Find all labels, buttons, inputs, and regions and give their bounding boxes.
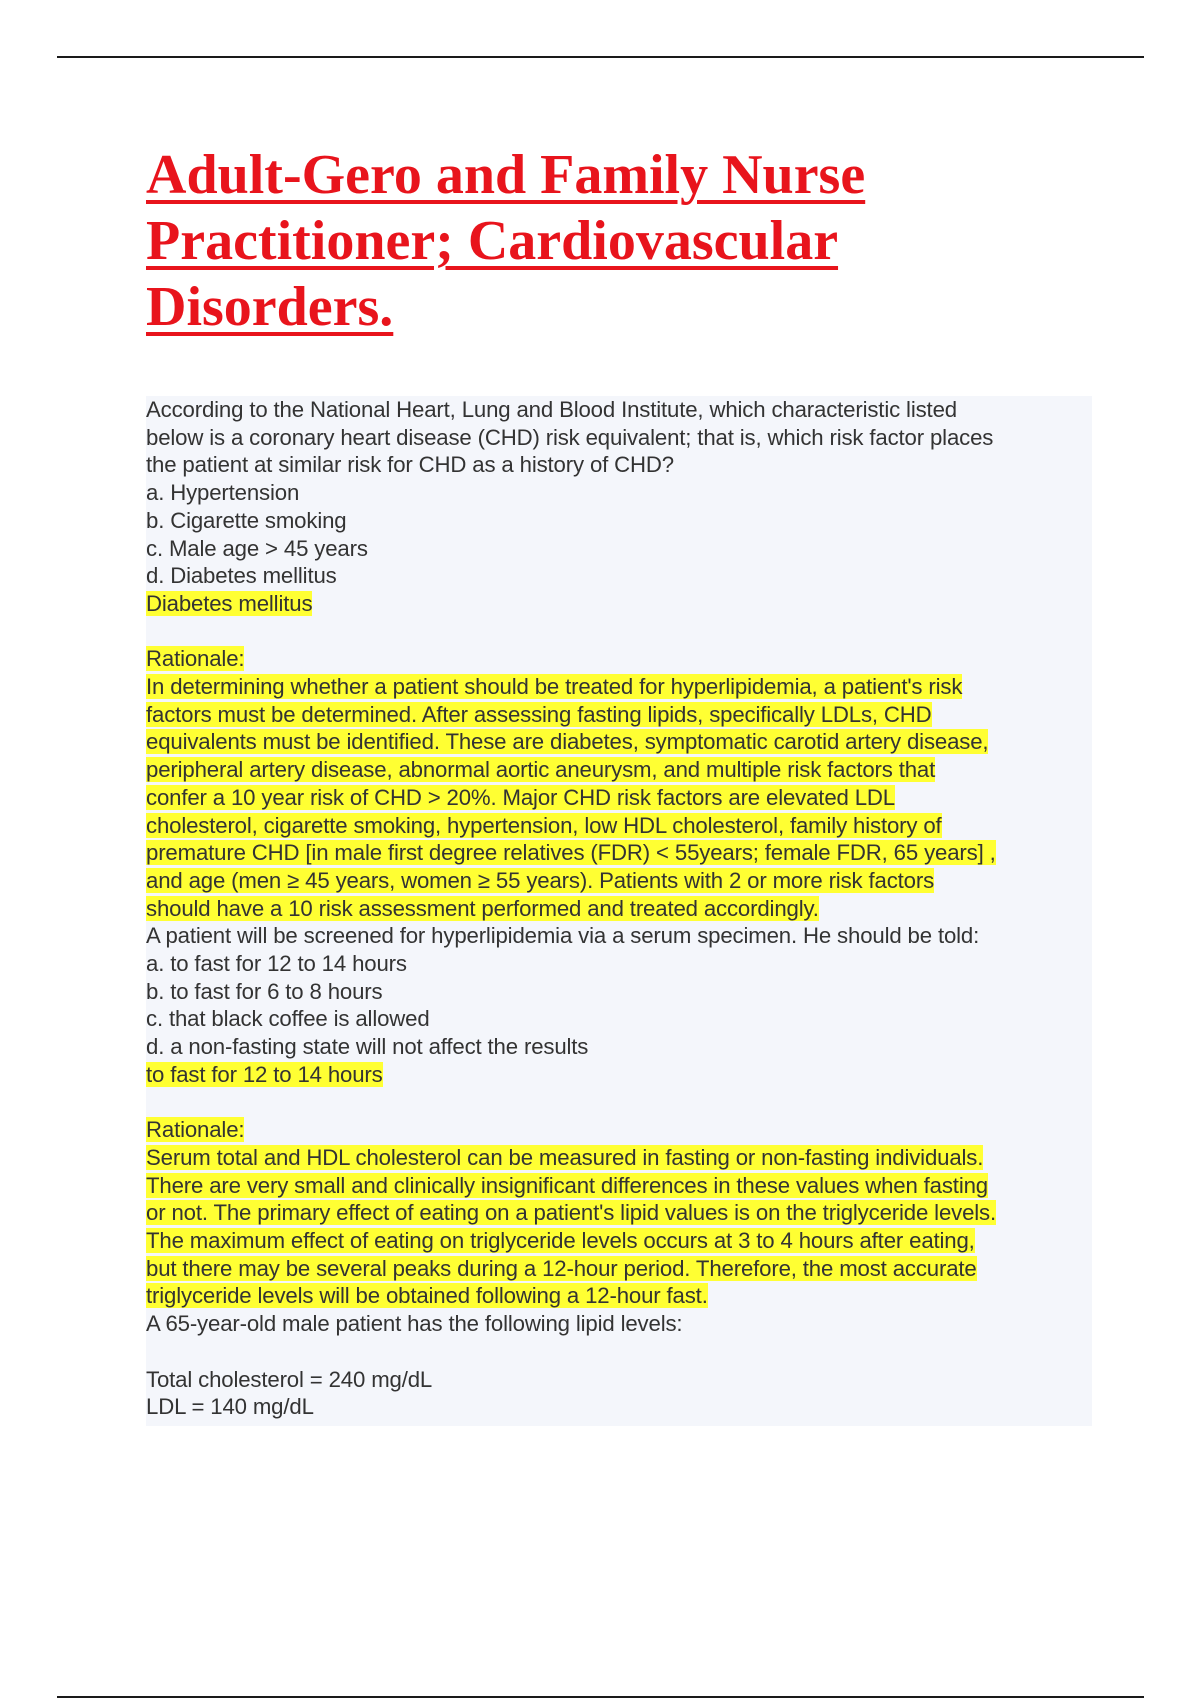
q3-value-ldl: LDL = 140 mg/dL xyxy=(146,1394,314,1420)
q1-rationale-line xyxy=(146,673,1092,701)
q1-rationale-line xyxy=(146,839,1092,867)
q1-rationale-line xyxy=(146,895,1092,923)
q2-rationale-text: or not. The primary effect of eating on a patient's lipid values is on the triglyceride levels. xyxy=(146,1200,997,1226)
title-line: Practitioner; Cardiovascular xyxy=(146,210,839,272)
q2-rationale-line xyxy=(146,1255,1092,1283)
q2-option-a: a. to fast for 12 to 14 hours xyxy=(146,951,407,977)
q2-rationale-label-text: Rationale: xyxy=(146,1117,245,1143)
q2-answer xyxy=(146,1061,1092,1089)
q1-rationale-label xyxy=(146,645,1092,673)
q2-rationale-text: The maximum effect of eating on triglyceride levels occurs at 3 to 4 hours after eating, xyxy=(146,1228,975,1254)
title-line: Adult-Gero and Family Nurse xyxy=(146,144,866,206)
q1-option-d: d. Diabetes mellitus xyxy=(146,563,337,589)
q2-option-b: b. to fast for 6 to 8 hours xyxy=(146,978,383,1004)
q2-rationale-label xyxy=(146,1116,1092,1144)
q1-rationale-line xyxy=(146,756,1092,784)
q1-stem-line: According to the National Heart, Lung and Blood Institute, which characteristic listed xyxy=(146,397,957,422)
spacer xyxy=(146,1338,1092,1366)
q1-option-b: b. Cigarette smoking xyxy=(146,507,347,533)
q1-stem-line: the patient at similar risk for CHD as a history of CHD? xyxy=(146,452,674,478)
q2-rationale-text: Serum total and HDL cholesterol can be measured in fasting or non-fasting individuals. xyxy=(146,1144,984,1170)
q2-rationale-line xyxy=(146,1144,1092,1172)
q1-answer xyxy=(146,590,1092,618)
q1-stem-line: below is a coronary heart disease (CHD) risk equivalent; that is, which risk factor places xyxy=(146,424,994,450)
q2-option-c: c. that black coffee is allowed xyxy=(146,1006,430,1032)
q2-rationale-text: but there may be several peaks during a 12-hour period. Therefore, the most accurate xyxy=(146,1255,977,1281)
q2-rationale-line xyxy=(146,1199,1092,1227)
q3-stem-line: A 65-year-old male patient has the following lipid levels: xyxy=(146,1311,683,1337)
q2-rationale-line xyxy=(146,1172,1092,1200)
q2-answer-text: to fast for 12 to 14 hours xyxy=(146,1061,383,1087)
q1-rationale-line xyxy=(146,701,1092,729)
q2-rationale-text: triglyceride levels will be obtained following a 12-hour fast. xyxy=(146,1283,708,1309)
spacer xyxy=(146,1089,1092,1117)
q1-rationale-text: cholesterol, cigarette smoking, hypertension, low HDL cholesterol, family history of xyxy=(146,812,942,838)
q1-rationale-text: should have a 10 risk assessment performed and treated accordingly. xyxy=(146,895,819,921)
q1-option-c: c. Male age > 45 years xyxy=(146,535,368,561)
q1-rationale-text: confer a 10 year risk of CHD > 20%. Major CHD risk factors are elevated LDL xyxy=(146,784,895,810)
q2-rationale-text: There are very small and clinically insignificant differences in these values when fasting xyxy=(146,1172,988,1198)
q1-answer-text: Diabetes mellitus xyxy=(146,590,313,616)
q1-rationale-line xyxy=(146,784,1092,812)
q2-rationale-line xyxy=(146,1282,1092,1310)
q2-stem-line: A patient will be screened for hyperlipidemia via a serum specimen. He should be told: xyxy=(146,923,980,949)
q1-rationale-text: peripheral artery disease, abnormal aortic aneurysm, and multiple risk factors that xyxy=(146,757,936,783)
q1-rationale-text: In determining whether a patient should be treated for hyperlipidemia, a patient's risk xyxy=(146,674,963,700)
q2-option-d: d. a non-fasting state will not affect the results xyxy=(146,1034,589,1060)
q1-option-a: a. Hypertension xyxy=(146,480,300,506)
q1-rationale-text: factors must be determined. After assessing fasting lipids, specifically LDLs, CHD xyxy=(146,701,932,727)
document-title xyxy=(146,142,1046,340)
q1-rationale-text: premature CHD [in male first degree relatives (FDR) < 55years; female FDR, 65 years] , xyxy=(146,840,996,866)
q1-rationale-line xyxy=(146,728,1092,756)
q1-rationale-line xyxy=(146,867,1092,895)
spacer xyxy=(146,618,1092,646)
q2-rationale-line xyxy=(146,1227,1092,1255)
q1-rationale-text: and age (men ≥ 45 years, women ≥ 55 years). Patients with 2 or more risk factors xyxy=(146,867,935,893)
q1-rationale-line xyxy=(146,812,1092,840)
question-content xyxy=(146,396,1092,1426)
title-line: Disorders. xyxy=(146,276,394,338)
bottom-rule xyxy=(57,1696,1144,1698)
q1-rationale-text: equivalents must be identified. These are diabetes, symptomatic carotid artery disease, xyxy=(146,729,989,755)
top-rule xyxy=(57,56,1144,58)
q3-value-total-cholesterol: Total cholesterol = 240 mg/dL xyxy=(146,1366,433,1392)
q1-rationale-label-text: Rationale: xyxy=(146,646,245,672)
